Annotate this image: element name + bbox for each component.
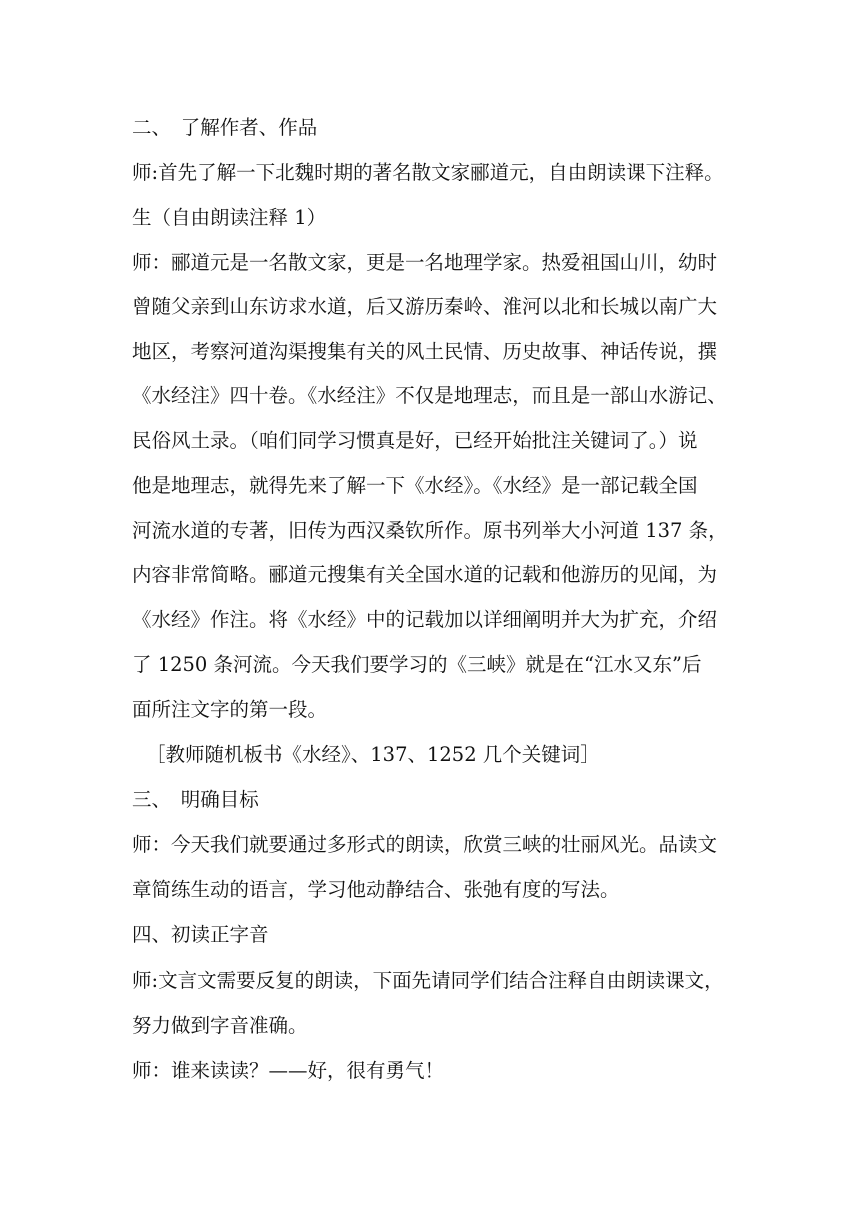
paragraph-line: 河流水道的专著，旧传为西汉桑钦所作。原书列举大小河道 137 条， [132,519,728,542]
paragraph-line: 地区，考察河道沟渠搜集有关的风土民情、历史故事、神话传说，撰 [132,340,718,363]
paragraph-line: 内容非常简略。郦道元搜集有关全国水道的记载和他游历的见闻，为 [132,563,718,586]
paragraph-line: 曾随父亲到山东访求水道，后又游历秦岭、淮河以北和长城以南广大 [132,295,718,318]
paragraph-line: 师:文言文需要反复的朗读，下面先请同学们结合注释自由朗读课文， [132,969,724,992]
paragraph-line: 面所注文字的第一段。 [132,698,328,721]
student-line: 生（自由朗读注释 1） [132,206,327,229]
section-heading-3: 三、 明确目标 [132,788,259,811]
paragraph-line: 《水经》作注。将《水经》中的记载加以详细阐明并大为扩充，介绍 [132,608,718,631]
board-note: ［教师随机板书《水经》、137、1252 几个关键词］ [146,743,600,766]
paragraph-line: 《水经注》四十卷。《水经注》不仅是地理志，而且是一部山水游记、 [132,384,727,407]
teacher-line: 师:首先了解一下北魏时期的著名散文家郦道元，自由朗读课下注释。 [132,161,724,184]
paragraph-line: 师：今天我们就要通过多形式的朗读，欣赏三峡的壮丽风光。品读文 [132,833,718,856]
paragraph-line: 章简练生动的语言，学习他动静结合、张弛有度的写法。 [132,878,620,901]
paragraph-line: 师：郦道元是一名散文家，更是一名地理学家。热爱祖国山川，幼时 [132,251,718,274]
paragraph-line: 努力做到字音准确。 [132,1014,308,1037]
section-heading-4: 四、初读正字音 [132,923,269,946]
section-heading-2: 二、 了解作者、作品 [132,116,318,139]
paragraph-line: 了 1250 条河流。今天我们要学习的《三峡》就是在“江水又东”后 [132,653,702,676]
paragraph-line: 他是地理志，就得先来了解一下《水经》。《水经》是一部记载全国 [132,474,698,497]
teacher-line: 师：谁来读读？——好，很有勇气！ [132,1059,445,1082]
paragraph-line: 民俗风土录。（咱们同学习惯真是好，已经开始批注关键词了。）说 [132,429,698,452]
